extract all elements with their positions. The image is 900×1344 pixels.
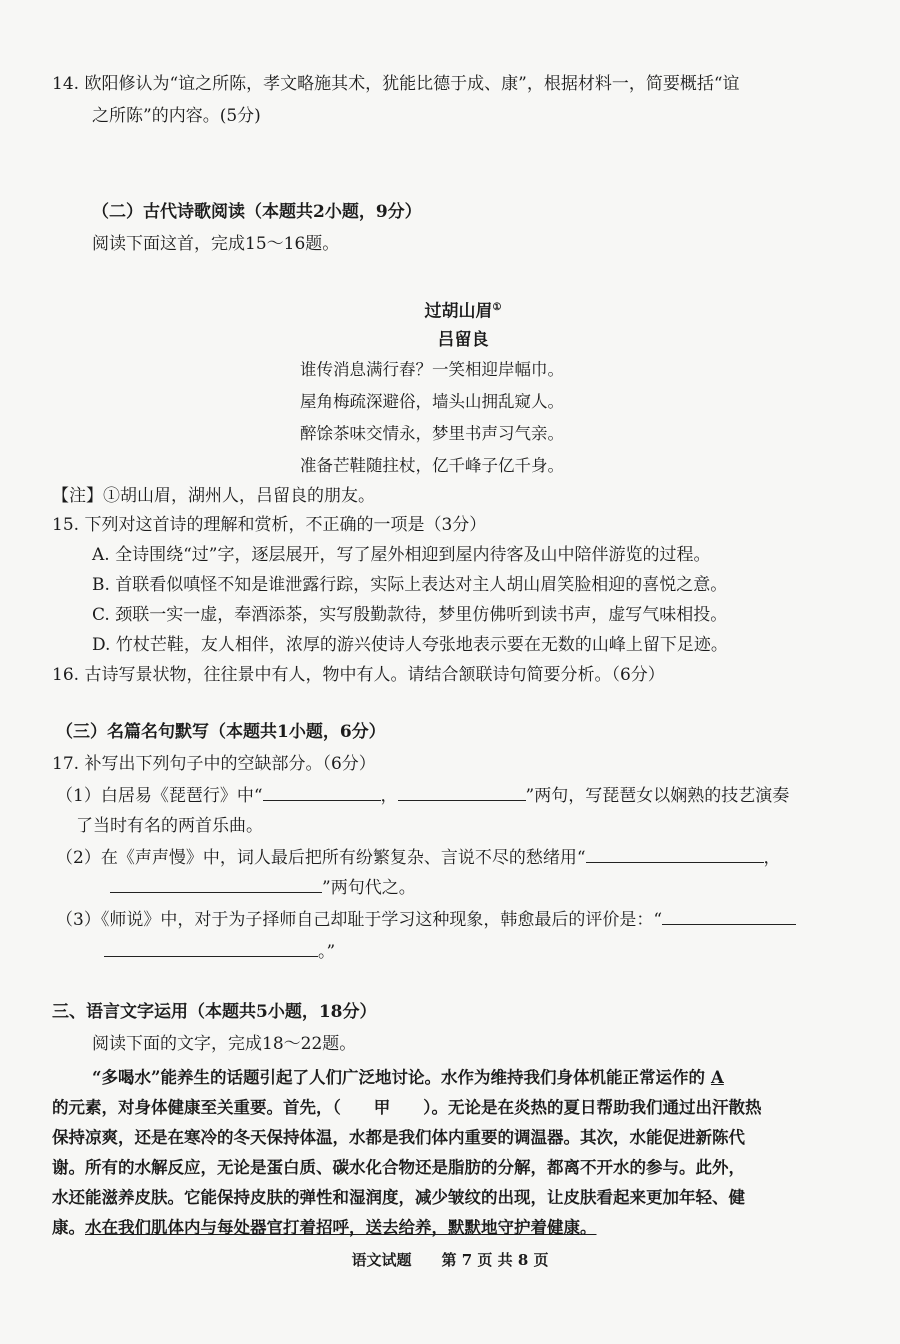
- q17-item3-line1: [56, 908, 796, 932]
- q17-item3-prefix: （3）《师说》中，对于为子择师自己却耻于学习这种现象，韩愈最后的评价是：“: [56, 910, 663, 930]
- part3-instruction: 阅读下面的文字，完成18～22题。: [92, 1034, 357, 1054]
- q16-stem: 16. 古诗写景状物，往往景中有人，物中有人。请结合颔联诗句简要分析。（6分）: [52, 665, 665, 685]
- q17-item1-sep: ，: [380, 786, 398, 806]
- passage-line-3: 保持凉爽，还是在寒冷的冬天保持体温，水都是我们体内重要的调温器。其次，水能促进新陈代: [52, 1128, 745, 1147]
- q17-item1-suffix: ”两句，写琵琶女以娴熟的技艺演奏: [525, 786, 790, 806]
- poem-note-mark: ①: [492, 302, 502, 313]
- q17-stem: 17. 补写出下列句子中的空缺部分。（6分）: [52, 754, 376, 774]
- q17-item2-line2: [110, 876, 416, 900]
- passage-line-1: [92, 1066, 730, 1090]
- page-footer: 语文试题 第 7 页 共 8 页: [351, 1251, 549, 1269]
- passage-line-6-start: 康。: [52, 1218, 85, 1237]
- passage-line-4: 谢。所有的水解反应，无论是蛋白质、碳水化合物还是脂肪的分解，都离不开水的参与。此外，: [52, 1158, 745, 1177]
- poem-line-2: 屋角梅疏深避俗，墙头山拥乱窥人。: [300, 392, 564, 411]
- q17-blank-3[interactable]: [586, 846, 764, 863]
- q17-item2-line1: [56, 846, 781, 870]
- q17-blank-1[interactable]: [263, 784, 381, 801]
- part3-heading: 三、语言文字运用（本题共5小题，18分）: [52, 1002, 377, 1022]
- q17-blank-2[interactable]: [398, 784, 526, 801]
- blank-mark-a: A: [710, 1068, 724, 1087]
- underlined-sentence: 水在我们肌体内与每处器官打着招呼，送去给养，默默地守护着健康。: [85, 1218, 597, 1237]
- q17-item2-suffix: ”两句代之。: [322, 878, 416, 898]
- poem-line-3: 醉馀茶味交情永，梦里书声习气亲。: [300, 424, 564, 443]
- passage-line-2: 的元素，对身体健康至关重要。首先，（ 甲 ）。无论是在炎热的夏日帮助我们通过出汗散热: [52, 1098, 762, 1117]
- q17-item1-line1: [56, 784, 789, 808]
- poem-title: [0, 296, 900, 324]
- poem-line-1: 谁传消息满行舂？一笑相迎岸幅巾。: [300, 360, 564, 379]
- q15-option-b: B. 首联看似嗔怪不知是谁泄露行踪，实际上表达对主人胡山眉笑脸相迎的喜悦之意。: [92, 575, 728, 595]
- section2-heading: （二）古代诗歌阅读（本题共2小题，9分）: [92, 202, 422, 222]
- section3-heading: （三）名篇名句默写（本题共1小题，6分）: [56, 722, 386, 742]
- passage-line-5: 水还能滋养皮肤。它能保持皮肤的弹性和湿润度，减少皱纹的出现，让皮肤看起来更加年轻、健: [52, 1188, 745, 1207]
- passage-line-1-text: “多喝水”能养生的话题引起了人们广泛地讨论。水作为维持我们身体机能正常运作的: [92, 1068, 705, 1087]
- poem-author: 吕留良: [437, 330, 489, 350]
- poem-title-text: 过胡山眉: [424, 301, 493, 322]
- q17-blank-4[interactable]: [110, 876, 322, 893]
- q14-line1: 14. 欧阳修认为“谊之所陈，孝文略施其术，犹能比德于成、康”，根据材料一，简要概括“谊: [52, 74, 740, 94]
- q14-line2: 之所陈”的内容。(5分): [92, 106, 261, 126]
- q17-item2-sep: ，: [763, 848, 781, 868]
- q17-item1-line2: 了当时有名的两首乐曲。: [76, 816, 263, 836]
- q17-item3-suffix: 。”: [318, 942, 336, 962]
- q15-option-c: C. 颈联一实一虚，奉酒添茶，实写殷勤款待，梦里仿佛听到读书声，虚写气味相投。: [92, 605, 728, 625]
- poem-line-4: 准备芒鞋随拄杖，亿千峰子亿千身。: [300, 456, 564, 475]
- q17-item1-prefix: （1）白居易《琵琶行》中“: [56, 786, 263, 806]
- poem-note: 【注】①胡山眉，湖州人，吕留良的朋友。: [52, 486, 375, 506]
- q17-item3-line2: [104, 940, 335, 964]
- q17-item2-prefix: （2）在《声声慢》中，词人最后把所有纷繁复杂、言说不尽的愁绪用“: [56, 848, 586, 868]
- q15-option-a: A. 全诗围绕“过”字，逐层展开，写了屋外相迎到屋内待客及山中陪伴游览的过程。: [92, 545, 711, 565]
- q15-stem: 15. 下列对这首诗的理解和赏析，不正确的一项是（3分）: [52, 515, 487, 535]
- q17-blank-5[interactable]: [662, 908, 796, 925]
- passage-line-6: [52, 1216, 597, 1240]
- q15-option-d: D. 竹杖芒鞋，友人相伴，浓厚的游兴使诗人夸张地表示要在无数的山峰上留下足迹。: [92, 635, 728, 655]
- q17-blank-6[interactable]: [104, 940, 318, 957]
- section2-instruction: 阅读下面这首，完成15～16题。: [92, 234, 340, 254]
